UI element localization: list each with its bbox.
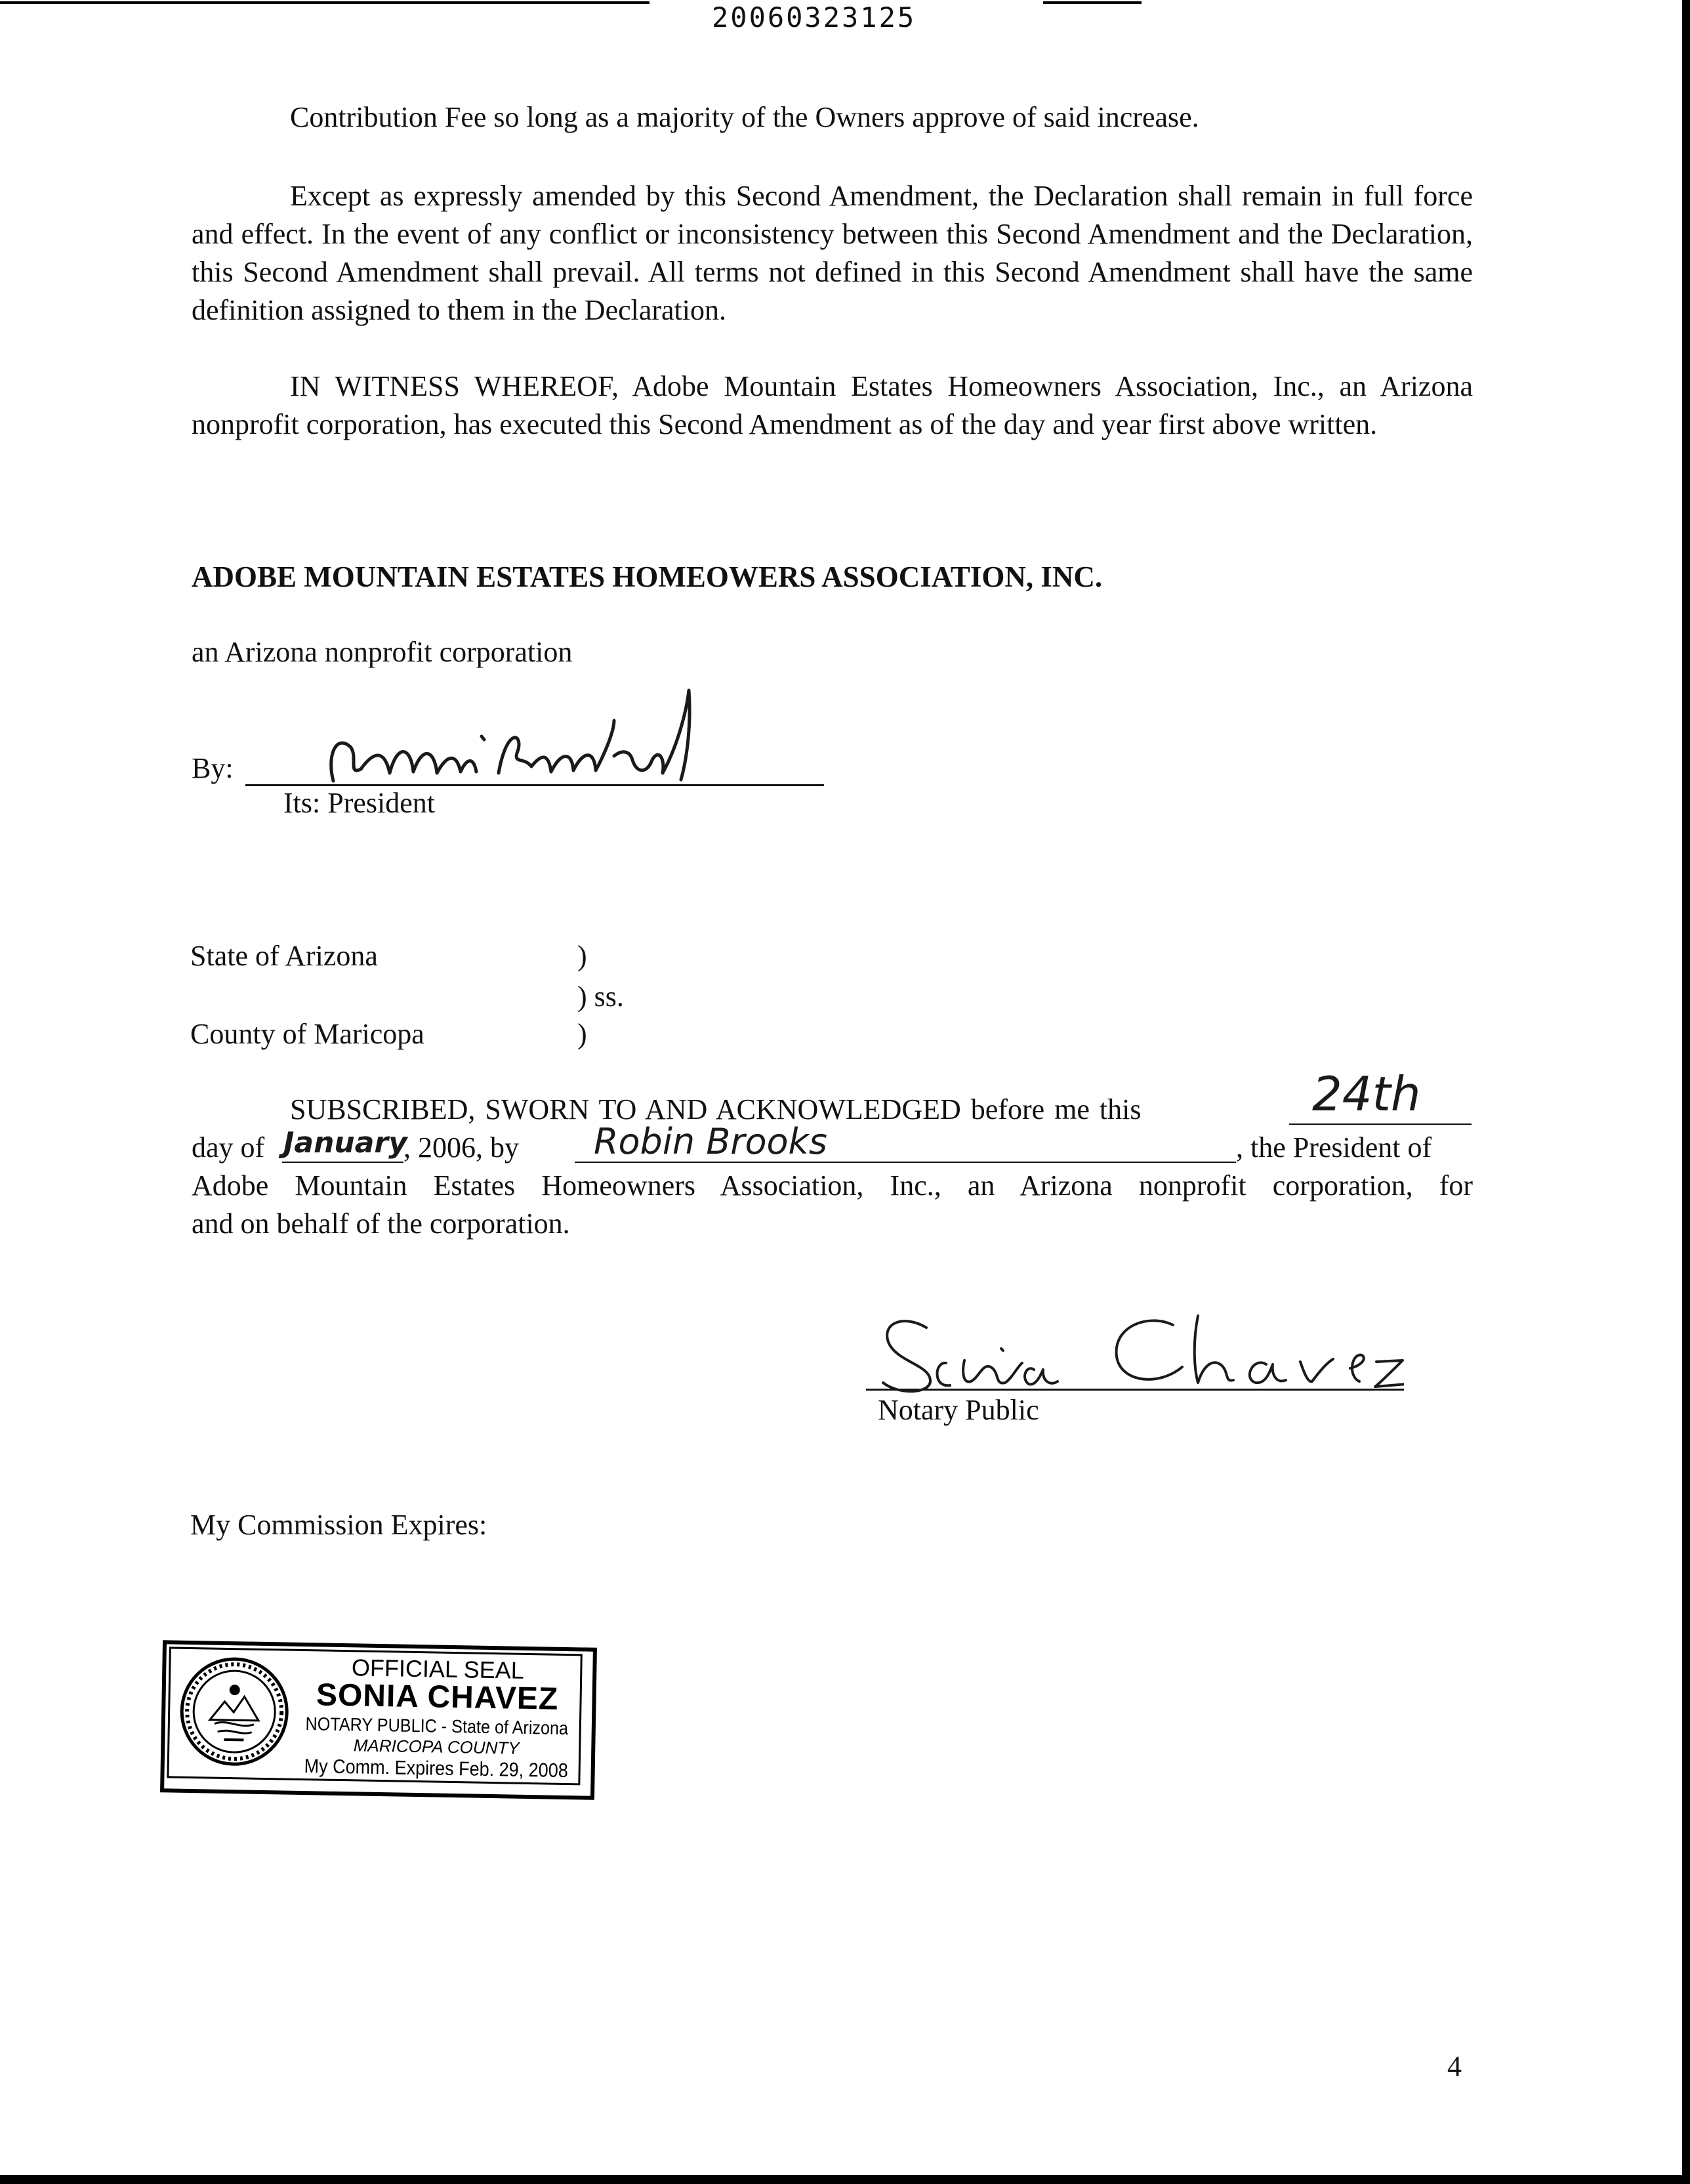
its-president-label: Its: President (283, 787, 435, 819)
paragraph-in-witness: IN WITNESS WHEREOF, Adobe Mountain Estates Homeowners Association, Inc., an Arizona nonprofit corporation, has executed this Second Amendment as of the day and year first above written. (192, 370, 1473, 440)
by-label: By: (192, 752, 234, 784)
entity-description: an Arizona nonprofit corporation (192, 636, 573, 668)
document-number: 20060323125 (712, 1, 917, 33)
state-label: State of Arizona (190, 940, 378, 972)
day-handwritten: 24th (1312, 1066, 1421, 1122)
month-blank-line (282, 1162, 403, 1163)
top-rule-left (0, 1, 649, 4)
commission-expires-label: My Commission Expires: (190, 1509, 487, 1541)
notary-public-label: Notary Public (878, 1394, 1039, 1426)
page-number: 4 (1447, 2050, 1462, 2082)
seal-notary-name: SONIA CHAVEZ (316, 1677, 559, 1717)
acknowledgment-line-3: Adobe Mountain Estates Homeowners Association, Inc., an Arizona nonprofit corporation, for (192, 1169, 1473, 1202)
top-rule-right (1043, 1, 1142, 4)
seal-official-seal: OFFICIAL SEAL (351, 1654, 525, 1684)
entity-name: ADOBE MOUNTAIN ESTATES HOMEOWERS ASSOCIATION, INC. (192, 560, 1103, 593)
notary-seal-stamp (160, 1640, 597, 1800)
day-blank-line (1289, 1124, 1472, 1125)
seal-notary-public-state: NOTARY PUBLIC - State of Arizona (305, 1713, 569, 1739)
notary-signature (866, 1309, 1404, 1398)
acknowledgment-line-1: SUBSCRIBED, SWORN TO AND ACKNOWLEDGED before me this (290, 1093, 1142, 1125)
venue-paren-top: ) (577, 940, 587, 972)
year-text: , 2006, by (403, 1131, 519, 1164)
venue-paren-ss: ) ss. (577, 980, 624, 1013)
venue-paren-bottom: ) (577, 1018, 587, 1050)
day-of-label: day of (192, 1131, 265, 1164)
after-name-text: , the President of (1236, 1131, 1432, 1164)
county-label: County of Maricopa (190, 1018, 424, 1050)
month-handwritten: January (283, 1126, 407, 1160)
acknowledgment-line-4: and on behalf of the corporation. (192, 1208, 570, 1240)
arizona-state-seal-icon (178, 1655, 291, 1769)
president-signature (321, 682, 754, 791)
paragraph-contribution-fee: Contribution Fee so long as a majority of the Owners approve of said increase. (290, 101, 1199, 133)
seal-commission-expiry: My Comm. Expires Feb. 29, 2008 (304, 1755, 569, 1782)
paragraph-amendment-terms: Except as expressly amended by this Second Amendment, the Declaration shall remain in full force and effect. In the event of any conflict or inconsistency between this Second Amendment and the Declaration, this Second Amendment shall prevail. All terms not defined in this Second Amendment shall have the same definition assigned to them in the Declaration. (192, 180, 1473, 326)
name-handwritten: Robin Brooks (594, 1121, 827, 1162)
seal-county: MARICOPA COUNTY (353, 1735, 520, 1758)
